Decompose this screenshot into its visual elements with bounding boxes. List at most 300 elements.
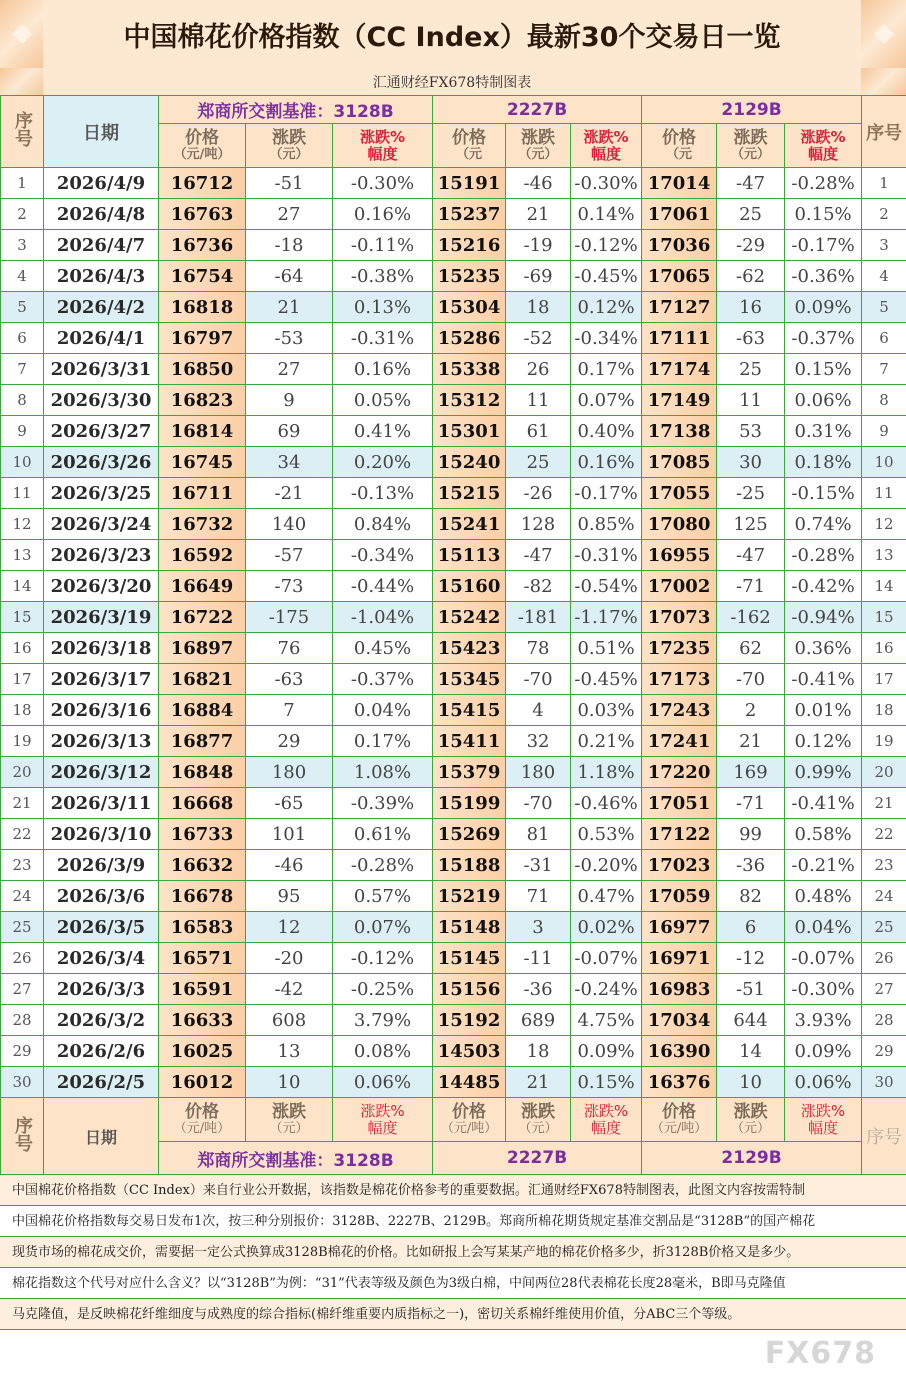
change-3128-cell: 21: [246, 292, 333, 323]
pct-2227-cell: 0.12%: [571, 292, 642, 323]
pct-3128-cell: 0.08%: [333, 1036, 433, 1067]
footer-pct-3128: [333, 1098, 433, 1142]
pct-2227-cell: 0.16%: [571, 447, 642, 478]
price-2227-cell: 15301: [433, 416, 506, 447]
seq-cell: 12: [1, 509, 44, 540]
change-2227-cell: -36: [506, 974, 571, 1005]
footer-pct-2129: [785, 1098, 862, 1142]
seq-right-cell: 6: [862, 323, 906, 354]
change-2129-cell: 14: [717, 1036, 785, 1067]
seq-right-cell: 18: [862, 695, 906, 726]
price-2129-cell: 17059: [642, 881, 717, 912]
price-2129-cell: 17173: [642, 664, 717, 695]
price-2129-cell: 16977: [642, 912, 717, 943]
pct-2227-cell: -0.31%: [571, 540, 642, 571]
header-seq-right: 序号: [862, 96, 906, 168]
date-cell: 2026/3/18: [44, 633, 159, 664]
price-3128-cell: 16821: [159, 664, 246, 695]
pct-2227-cell: -0.46%: [571, 788, 642, 819]
seq-right-cell: 27: [862, 974, 906, 1005]
header-pct-3128: [333, 124, 433, 168]
price-2227-cell: 15415: [433, 695, 506, 726]
footer-pct-label: 涨跌%: [583, 1102, 629, 1120]
pct-3128-cell: -0.12%: [333, 943, 433, 974]
change-2227-cell: -11: [506, 943, 571, 974]
pct-3128-cell: 0.13%: [333, 292, 433, 323]
price-3128-cell: 16818: [159, 292, 246, 323]
date-cell: 2026/3/3: [44, 974, 159, 1005]
pct-3128-cell: 1.08%: [333, 757, 433, 788]
header-price-label: 价格: [452, 128, 487, 148]
pct-2129-cell: -0.15%: [785, 478, 862, 509]
price-3128-cell: 16649: [159, 571, 246, 602]
pct-2227-cell: -0.45%: [571, 261, 642, 292]
change-2227-cell: 61: [506, 416, 571, 447]
table-row: [1, 447, 906, 478]
date-cell: 2026/3/11: [44, 788, 159, 819]
price-2227-cell: 15338: [433, 354, 506, 385]
pct-2129-cell: -0.30%: [785, 974, 862, 1005]
price-2227-cell: 15215: [433, 478, 506, 509]
table-row: [1, 416, 906, 447]
seq-right-cell: 25: [862, 912, 906, 943]
footer-change-unit: （元）: [269, 1120, 309, 1136]
pct-2129-cell: -0.94%: [785, 602, 862, 633]
pct-3128-cell: -0.31%: [333, 323, 433, 354]
change-2227-cell: 180: [506, 757, 571, 788]
pct-2227-cell: 0.85%: [571, 509, 642, 540]
seq-cell: 24: [1, 881, 44, 912]
change-2129-cell: -71: [717, 571, 785, 602]
change-3128-cell: 180: [246, 757, 333, 788]
table-row: [1, 633, 906, 664]
change-2227-cell: -70: [506, 664, 571, 695]
date-cell: 2026/4/2: [44, 292, 159, 323]
table-row: [1, 850, 906, 881]
seq-right-cell: 9: [862, 416, 906, 447]
price-2227-cell: 14485: [433, 1067, 506, 1098]
seq-right-cell: 1: [862, 168, 906, 199]
footer-price-unit: （元/吨）: [440, 1120, 498, 1136]
seq-cell: 4: [1, 261, 44, 292]
table-row: [1, 819, 906, 850]
price-2227-cell: 15379: [433, 757, 506, 788]
pct-2129-cell: -0.37%: [785, 323, 862, 354]
footer-price-unit: （元/吨）: [173, 1120, 231, 1136]
pct-2129-cell: 3.93%: [785, 1005, 862, 1036]
price-3128-cell: 16632: [159, 850, 246, 881]
table-row: [1, 323, 906, 354]
change-2227-cell: 25: [506, 447, 571, 478]
change-2129-cell: 30: [717, 447, 785, 478]
pct-3128-cell: -0.25%: [333, 974, 433, 1005]
date-cell: 2026/3/10: [44, 819, 159, 850]
seq-cell: 7: [1, 354, 44, 385]
pct-2129-cell: 0.74%: [785, 509, 862, 540]
change-3128-cell: -73: [246, 571, 333, 602]
price-2227-cell: 15192: [433, 1005, 506, 1036]
price-2227-cell: 15188: [433, 850, 506, 881]
price-2129-cell: 17085: [642, 447, 717, 478]
change-2227-cell: -19: [506, 230, 571, 261]
seq-cell: 10: [1, 447, 44, 478]
change-3128-cell: -63: [246, 664, 333, 695]
date-cell: 2026/4/7: [44, 230, 159, 261]
header-change-unit: （元）: [731, 146, 771, 162]
seq-cell: 20: [1, 757, 44, 788]
change-2227-cell: 128: [506, 509, 571, 540]
price-2129-cell: 17073: [642, 602, 717, 633]
header-change-2227: [506, 124, 571, 168]
page-title: 中国棉花价格指数（CC Index）最新30个交易日一览: [43, 0, 861, 68]
change-3128-cell: 10: [246, 1067, 333, 1098]
corner-ornament-mid-right: [861, 68, 906, 95]
pct-2129-cell: -0.28%: [785, 540, 862, 571]
change-2129-cell: 644: [717, 1005, 785, 1036]
footer-change-unit: （元）: [731, 1120, 771, 1136]
header-price-2129: [642, 124, 717, 168]
pct-3128-cell: -0.13%: [333, 478, 433, 509]
seq-cell: 30: [1, 1067, 44, 1098]
change-2129-cell: 10: [717, 1067, 785, 1098]
header-price-unit: （元: [456, 146, 483, 162]
price-2129-cell: 16955: [642, 540, 717, 571]
table-row: [1, 261, 906, 292]
table-row: [1, 292, 906, 323]
header-price-unit: （元/吨）: [173, 146, 231, 162]
price-2227-cell: 15286: [433, 323, 506, 354]
change-3128-cell: -53: [246, 323, 333, 354]
change-2129-cell: -162: [717, 602, 785, 633]
pct-3128-cell: -0.37%: [333, 664, 433, 695]
pct-2129-cell: 0.15%: [785, 354, 862, 385]
price-3128-cell: 16797: [159, 323, 246, 354]
pct-2129-cell: 0.01%: [785, 695, 862, 726]
footer-change-label: 涨跌: [733, 1102, 768, 1122]
pct-2129-cell: 0.48%: [785, 881, 862, 912]
pct-3128-cell: -0.44%: [333, 571, 433, 602]
header-pct-label: 涨跌%: [800, 128, 846, 146]
change-2129-cell: -29: [717, 230, 785, 261]
change-2129-cell: 2: [717, 695, 785, 726]
seq-right-cell: 3: [862, 230, 906, 261]
price-3128-cell: 16732: [159, 509, 246, 540]
pct-2227-cell: 0.03%: [571, 695, 642, 726]
table-row: [1, 509, 906, 540]
change-2227-cell: 71: [506, 881, 571, 912]
seq-cell: 28: [1, 1005, 44, 1036]
price-2129-cell: 17023: [642, 850, 717, 881]
pct-2227-cell: 0.02%: [571, 912, 642, 943]
price-2129-cell: 17111: [642, 323, 717, 354]
change-3128-cell: -57: [246, 540, 333, 571]
seq-cell: 21: [1, 788, 44, 819]
pct-2129-cell: -0.17%: [785, 230, 862, 261]
seq-cell: 3: [1, 230, 44, 261]
price-3128-cell: 16736: [159, 230, 246, 261]
pct-3128-cell: -0.38%: [333, 261, 433, 292]
footer-change-2129: [717, 1098, 785, 1142]
seq-right-cell: 16: [862, 633, 906, 664]
seq-right-cell: 22: [862, 819, 906, 850]
pct-3128-cell: -1.04%: [333, 602, 433, 633]
header-change-unit: （元）: [518, 146, 558, 162]
pct-2129-cell: 0.36%: [785, 633, 862, 664]
change-2129-cell: -71: [717, 788, 785, 819]
page-subtitle: 汇通财经FX678特制图表: [43, 68, 861, 95]
header-seq-label: 序号: [12, 111, 33, 147]
change-3128-cell: 101: [246, 819, 333, 850]
price-2129-cell: 16983: [642, 974, 717, 1005]
table-row: [1, 881, 906, 912]
price-2227-cell: 15237: [433, 199, 506, 230]
change-2129-cell: 16: [717, 292, 785, 323]
price-3128-cell: 16583: [159, 912, 246, 943]
change-3128-cell: 76: [246, 633, 333, 664]
table-row: [1, 168, 906, 199]
table-body: [1, 168, 906, 1098]
header-seq-left: [1, 96, 44, 168]
change-2129-cell: 11: [717, 385, 785, 416]
date-cell: 2026/2/6: [44, 1036, 159, 1067]
price-3128-cell: 16877: [159, 726, 246, 757]
header-pct-sub: 幅度: [808, 144, 839, 163]
pct-2227-cell: 0.21%: [571, 726, 642, 757]
pct-2129-cell: -0.21%: [785, 850, 862, 881]
pct-2227-cell: -0.24%: [571, 974, 642, 1005]
note-line: 中国棉花价格指数每交易日发布1次，按三种分别报价：3128B、2227B、2129B。郑商所棉花期货规定基准交割品是“3128B”的国产棉花: [0, 1206, 906, 1237]
footer-seq-label: 序号: [12, 1115, 33, 1152]
pct-2129-cell: -0.41%: [785, 788, 862, 819]
seq-right-cell: 30: [862, 1067, 906, 1098]
change-2129-cell: -25: [717, 478, 785, 509]
change-2129-cell: -63: [717, 323, 785, 354]
seq-cell: 14: [1, 571, 44, 602]
pct-2129-cell: 0.06%: [785, 385, 862, 416]
change-2227-cell: 689: [506, 1005, 571, 1036]
header-pct-label: 涨跌%: [360, 128, 406, 146]
date-cell: 2026/2/5: [44, 1067, 159, 1098]
table-row: [1, 1005, 906, 1036]
pct-3128-cell: 0.16%: [333, 354, 433, 385]
price-2227-cell: 15148: [433, 912, 506, 943]
change-2129-cell: 125: [717, 509, 785, 540]
footer-pct-label: 涨跌%: [800, 1102, 846, 1120]
price-2129-cell: 17122: [642, 819, 717, 850]
pct-2227-cell: -0.54%: [571, 571, 642, 602]
footer-pct-label: 涨跌%: [360, 1102, 405, 1120]
pct-2129-cell: 0.18%: [785, 447, 862, 478]
pct-2129-cell: 0.99%: [785, 757, 862, 788]
footer-price-2227: [433, 1098, 506, 1142]
pct-3128-cell: 0.57%: [333, 881, 433, 912]
price-3128-cell: 16733: [159, 819, 246, 850]
price-3128-cell: 16745: [159, 447, 246, 478]
table-row: [1, 943, 906, 974]
change-2227-cell: -31: [506, 850, 571, 881]
change-3128-cell: 140: [246, 509, 333, 540]
price-2129-cell: 17220: [642, 757, 717, 788]
change-3128-cell: 13: [246, 1036, 333, 1067]
header-date: 日期: [44, 96, 159, 168]
footer-seq-left: [1, 1098, 44, 1175]
table-row: [1, 571, 906, 602]
change-2227-cell: -181: [506, 602, 571, 633]
price-2129-cell: 17174: [642, 354, 717, 385]
seq-right-cell: 24: [862, 881, 906, 912]
price-2129-cell: 17241: [642, 726, 717, 757]
pct-2227-cell: -0.07%: [571, 943, 642, 974]
pct-2227-cell: 0.15%: [571, 1067, 642, 1098]
pct-2227-cell: 0.53%: [571, 819, 642, 850]
price-2227-cell: 15304: [433, 292, 506, 323]
seq-right-cell: 19: [862, 726, 906, 757]
note-line: 马克隆值，是反映棉花纤维细度与成熟度的综合指标(棉纤维重要内质指标之一)，密切关系棉纤维使用价值，分ABC三个等级。: [0, 1299, 906, 1330]
price-2227-cell: 15241: [433, 509, 506, 540]
pct-3128-cell: 0.07%: [333, 912, 433, 943]
footer-pct-sub: 幅度: [591, 1118, 622, 1137]
pct-2227-cell: 0.40%: [571, 416, 642, 447]
seq-cell: 18: [1, 695, 44, 726]
corner-ornament-top-right: [861, 0, 906, 68]
date-cell: 2026/3/16: [44, 695, 159, 726]
pct-2129-cell: -0.28%: [785, 168, 862, 199]
header-change-label: 涨跌: [521, 128, 556, 148]
pct-3128-cell: 0.84%: [333, 509, 433, 540]
table-row: [1, 354, 906, 385]
date-cell: 2026/3/9: [44, 850, 159, 881]
price-2129-cell: 17036: [642, 230, 717, 261]
price-3128-cell: 16763: [159, 199, 246, 230]
pct-2227-cell: 0.07%: [571, 385, 642, 416]
pct-3128-cell: -0.11%: [333, 230, 433, 261]
date-cell: 2026/3/19: [44, 602, 159, 633]
price-2227-cell: 15145: [433, 943, 506, 974]
seq-right-cell: 28: [862, 1005, 906, 1036]
change-2129-cell: -12: [717, 943, 785, 974]
header-base-2129: 2129B: [642, 96, 862, 124]
price-3128-cell: 16722: [159, 602, 246, 633]
corner-ornament-top-left: [0, 0, 43, 68]
pct-3128-cell: -0.30%: [333, 168, 433, 199]
price-2227-cell: 15191: [433, 168, 506, 199]
table-row: [1, 757, 906, 788]
pct-3128-cell: 3.79%: [333, 1005, 433, 1036]
seq-cell: 6: [1, 323, 44, 354]
pct-2129-cell: -0.07%: [785, 943, 862, 974]
price-2129-cell: 17002: [642, 571, 717, 602]
price-2227-cell: 15156: [433, 974, 506, 1005]
header-price-2227: [433, 124, 506, 168]
header-change-2129: [717, 124, 785, 168]
seq-right-cell: 17: [862, 664, 906, 695]
pct-2227-cell: -0.17%: [571, 478, 642, 509]
price-2227-cell: 15411: [433, 726, 506, 757]
change-2129-cell: -62: [717, 261, 785, 292]
pct-3128-cell: 0.17%: [333, 726, 433, 757]
price-2227-cell: 15113: [433, 540, 506, 571]
price-3128-cell: 16712: [159, 168, 246, 199]
pct-2227-cell: -0.20%: [571, 850, 642, 881]
seq-right-cell: 26: [862, 943, 906, 974]
seq-cell: 13: [1, 540, 44, 571]
pct-3128-cell: 0.04%: [333, 695, 433, 726]
change-3128-cell: -64: [246, 261, 333, 292]
change-2227-cell: 78: [506, 633, 571, 664]
pct-2129-cell: 0.58%: [785, 819, 862, 850]
footer-pct-2227: [571, 1098, 642, 1142]
price-2227-cell: 14503: [433, 1036, 506, 1067]
seq-cell: 25: [1, 912, 44, 943]
price-3128-cell: 16814: [159, 416, 246, 447]
seq-right-cell: 13: [862, 540, 906, 571]
fx678-watermark: FX678: [764, 1336, 876, 1371]
seq-cell: 26: [1, 943, 44, 974]
change-3128-cell: -18: [246, 230, 333, 261]
pct-2129-cell: 0.12%: [785, 726, 862, 757]
change-2227-cell: 3: [506, 912, 571, 943]
table-row: [1, 664, 906, 695]
price-2227-cell: 15160: [433, 571, 506, 602]
seq-right-cell: 7: [862, 354, 906, 385]
change-2129-cell: 6: [717, 912, 785, 943]
table-row: [1, 602, 906, 633]
table-row: [1, 385, 906, 416]
table-row: [1, 912, 906, 943]
pct-2227-cell: -0.34%: [571, 323, 642, 354]
diamond-icon: [874, 24, 894, 44]
header-price-label: 价格: [185, 128, 219, 148]
price-2129-cell: 17080: [642, 509, 717, 540]
header-pct-2129: [785, 124, 862, 168]
price-3128-cell: 16668: [159, 788, 246, 819]
date-cell: 2026/4/9: [44, 168, 159, 199]
footer-base-3128: 郑商所交割基准：3128B: [159, 1142, 433, 1175]
pct-2227-cell: 4.75%: [571, 1005, 642, 1036]
change-2227-cell: -52: [506, 323, 571, 354]
date-cell: 2026/3/4: [44, 943, 159, 974]
header-base-3128: 郑商所交割基准：3128B: [159, 96, 433, 124]
pct-3128-cell: 0.16%: [333, 199, 433, 230]
price-3128-cell: 16012: [159, 1067, 246, 1098]
price-2227-cell: 15242: [433, 602, 506, 633]
pct-2129-cell: 0.09%: [785, 1036, 862, 1067]
date-cell: 2026/4/1: [44, 323, 159, 354]
footer-change-unit: （元）: [518, 1120, 558, 1136]
price-2227-cell: 15312: [433, 385, 506, 416]
note-line: 棉花指数这个代号对应什么含义？以“3128B”为例：“31”代表等级及颜色为3级白棉，中间两位28代表棉花长度28毫米，B即马克隆值: [0, 1268, 906, 1299]
seq-right-cell: 15: [862, 602, 906, 633]
table-row: [1, 726, 906, 757]
price-2227-cell: 15219: [433, 881, 506, 912]
change-3128-cell: -175: [246, 602, 333, 633]
price-2129-cell: 17051: [642, 788, 717, 819]
change-3128-cell: 608: [246, 1005, 333, 1036]
table-row: [1, 199, 906, 230]
change-2227-cell: 21: [506, 199, 571, 230]
date-cell: 2026/3/20: [44, 571, 159, 602]
footer-price-label: 价格: [185, 1102, 219, 1122]
table-row: [1, 1036, 906, 1067]
price-2129-cell: 17065: [642, 261, 717, 292]
change-3128-cell: 95: [246, 881, 333, 912]
change-3128-cell: 7: [246, 695, 333, 726]
seq-cell: 1: [1, 168, 44, 199]
price-2129-cell: 17149: [642, 385, 717, 416]
seq-right-cell: 23: [862, 850, 906, 881]
table-row: [1, 1067, 906, 1098]
corner-ornament-mid-left: [0, 68, 43, 95]
